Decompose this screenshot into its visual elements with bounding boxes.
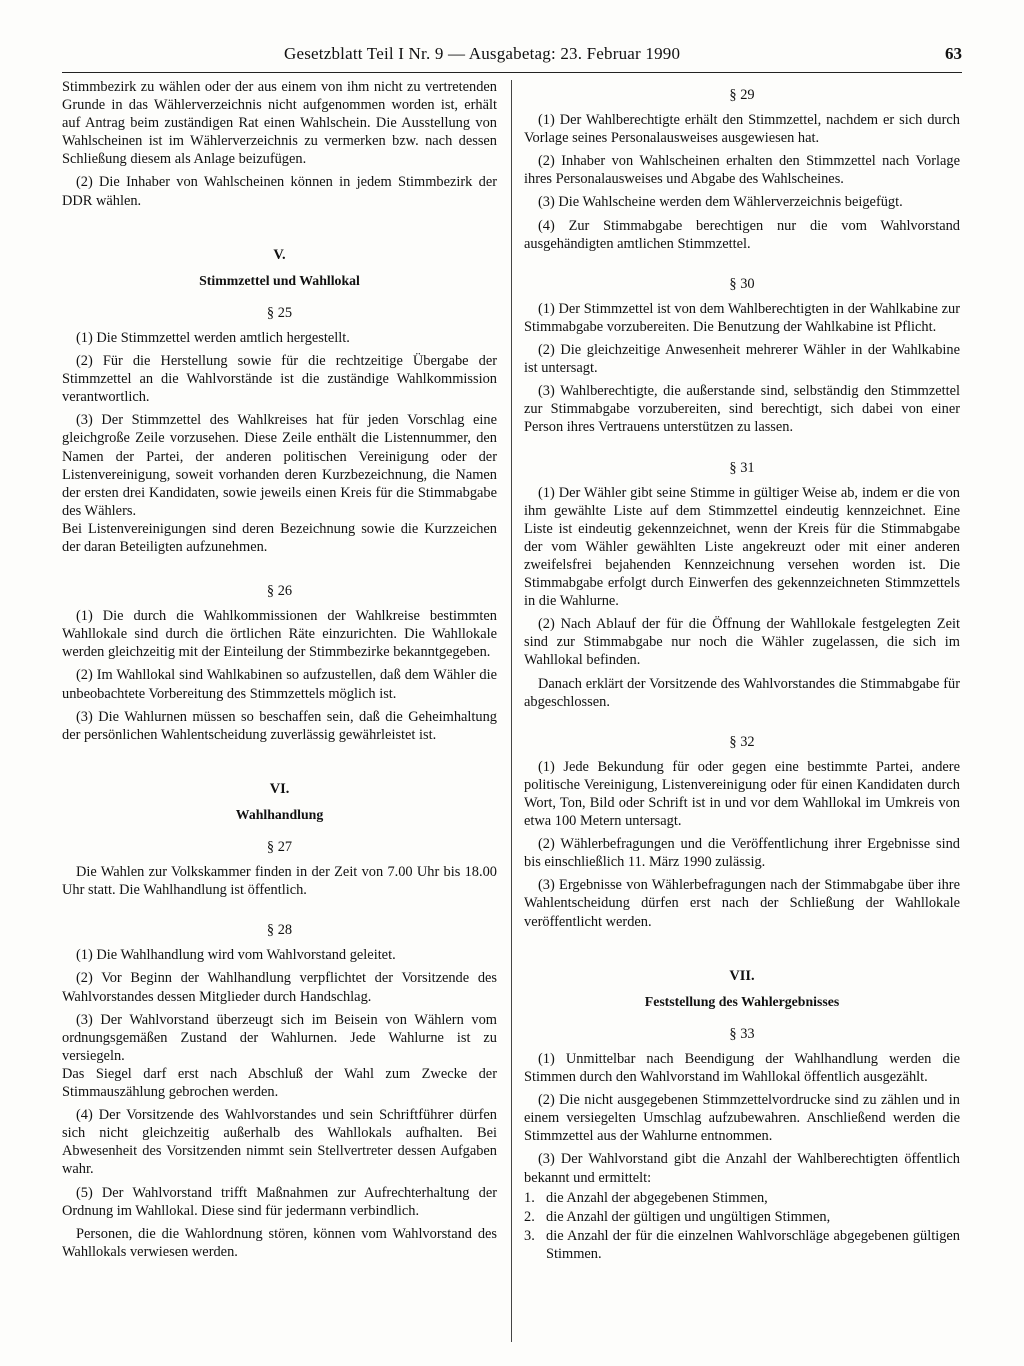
paragraph: (1) Der Wähler gibt seine Stimme in gültiger Weise ab, indem er die von ihm gewählte Liste auf dem Stimmzettel eindeutig kennzeichnet. Eine Liste ist eindeutig gekennzeichnet, wenn der Kreis für die Stimmabgabe der vom Wähler gewählten Liste angekreuzt oder mit einer anderen zweifelsfrei bejahenden Kennzeichnung versehen worden ist. Die Stimmabgabe erfolgt durch Einwerfen des gekennzeichneten Stimmzettels in die Wahlurne. [524, 484, 960, 610]
paragraph: Bei Listenvereinigungen sind deren Bezeichnung sowie die Kurzzeichen der daran Beteiligten aufzunehmen. [62, 520, 497, 555]
list-item-text: die Anzahl der für die einzelnen Wahlvorschläge abgegebenen gültigen Stimmen. [546, 1227, 960, 1262]
paragraph: (3) Der Stimmzettel des Wahlkreises hat für jeden Vorschlag eine gleichgroße Zeile vorzusehen. Diese Zeile enthält die Listennummer, den Namen der Partei, der anderen politischen Vereinigung oder der Listenvereinigung, soweit vorhanden deren Kurzbezeichnung, die Namen der ersten drei Kandidaten, sowie jeweils einen Kreis für die Stimmabgabe des Wählers. [62, 412, 497, 519]
gazette-title: Gesetzblatt Teil I Nr. 9 — Ausgabetag: 23. Februar 1990 [284, 44, 681, 63]
paragraph-continued: Stimmbezirk zu wählen oder der aus einem von ihm nicht zu vertretenden Grunde in das Wählerverzeichnis nicht aufgenommen worden ist, erhält auf Antrag beim zuständigen Rat einen Wahlschein. Die Ausstellung von Wahlscheinen ist im Wählerverzeichnis zu vermerken bzw. nach dessen Schließung diesem als Anlage beizufügen. [62, 79, 497, 168]
paragraph: (1) Jede Bekundung für oder gegen eine bestimmte Partei, andere politische Vereinigung, Listenvereinigung oder für einen Kandidaten durch Wort, Ton, Bild oder Schrift ist in und vor dem Wahllokal im Umkreis von etwa 100 Metern untersagt. [524, 758, 960, 830]
part-title: Wahlhandlung [235, 806, 324, 822]
page-number: 63 [945, 44, 962, 63]
section-heading: § 30 [729, 275, 755, 292]
section-heading: § 28 [266, 922, 293, 939]
section-heading: § 26 [266, 583, 293, 600]
section-heading: § 29 [729, 87, 755, 103]
paragraph: (3) Der Wahlvorstand gibt die Anzahl der Wahlberechtigten öffentlich bekannt und ermittelt: [524, 1151, 960, 1186]
paragraph: Danach erklärt der Vorsitzende des Wahlvorstandes die Stimmabgabe für abgeschlossen. [524, 675, 960, 710]
list-item [524, 1189, 960, 1207]
paragraph: Die Wahlen zur Volkskammer finden in der Zeit von 7.00 Uhr bis 18.00 Uhr statt. Die Wahlhandlung ist öffentlich. [62, 864, 497, 899]
paragraph: (5) Der Wahlvorstand trifft Maßnahmen zur Aufrechterhaltung der Ordnung im Wahllokal. Diese sind für jedermann verbindlich. [62, 1184, 497, 1219]
part-title: Feststellung des Wahlergebnisses [644, 993, 840, 1009]
paragraph: (2) Die gleichzeitige Anwesenheit mehrerer Wähler in der Wahlkabine ist untersagt. [524, 342, 960, 377]
section-heading: § 25 [266, 304, 293, 321]
right-column [524, 78, 960, 1264]
list-item-number: 3. [524, 1227, 535, 1244]
paragraph: (1) Die Wahlhandlung wird vom Wahlvorstand geleitet. [76, 947, 396, 964]
paragraph: (3) Der Wahlvorstand überzeugt sich im Beisein von Wählern vom ordnungsgemäßen Zustand der Wahlurnen. Jede Wahlurne ist zu versiegeln. [62, 1011, 497, 1064]
paragraph: (2) Inhaber von Wahlscheinen erhalten den Stimmzettel nach Vorlage ihres Personalausweises und Abgabe des Wahlscheines. [524, 153, 960, 188]
paragraph: (2) Für die Herstellung sowie für die rechtzeitige Übergabe der Stimmzettel an die Wahlvorstände ist die zuständige Wahlkommission verantwortlich. [62, 353, 497, 406]
paragraph: (2) Die Inhaber von Wahlscheinen können in jedem Stimmbezirk der DDR wählen. [62, 174, 497, 209]
paragraph: (3) Die Wahlurnen müssen so beschaffen sein, daß die Geheimhaltung der persönlichen Wahlentscheidung zuverlässig gewährleistet ist. [62, 708, 497, 743]
part-number: V. [273, 246, 286, 263]
section-heading: § 27 [266, 839, 293, 855]
paragraph: (3) Ergebnisse von Wählerbefragungen nach der Stimmabgabe über ihre Wahlentscheidung dürfen erst nach der Schließung der Wahllokale veröffentlicht werden. [524, 877, 960, 930]
page-header [62, 38, 962, 73]
section-heading: § 32 [729, 733, 755, 750]
part-title: Stimmzettel und Wahllokal [199, 272, 360, 288]
paragraph: (2) Im Wahllokal sind Wahlkabinen so aufzustellen, daß dem Wähler die unbeobachtete Vorbereitung des Stimmzettels möglich ist. [62, 667, 497, 702]
paragraph: (1) Der Stimmzettel ist von dem Wahlberechtigten in der Wahlkabine zur Stimmabgabe vorzubereiten. Die Benutzung der Wahlkabine ist Pflicht. [524, 300, 960, 335]
list-item-number: 2. [524, 1208, 535, 1225]
paragraph: (1) Der Wahlberechtigte erhält den Stimmzettel, nachdem er sich durch Vorlage seines Personalausweises ausgewiesen hat. [524, 112, 960, 147]
paragraph: (4) Zur Stimmabgabe berechtigen nur die vom Wahlvorstand ausgehändigten amtlichen Stimmzettel. [524, 217, 960, 252]
column-divider [511, 80, 512, 1342]
paragraph: (2) Nach Ablauf der für die Öffnung der Wahllokale festgelegten Zeit sind zur Stimmabgabe nur noch die Wähler zugelassen, die sich im Wahllokal befinden. [524, 616, 960, 669]
part-number: VI. [269, 780, 290, 797]
paragraph: (2) Wählerbefragungen und die Veröffentlichung ihrer Ergebnisse sind bis einschließlich 11. März 1990 zulässig. [524, 836, 960, 871]
part-number: VII. [729, 967, 755, 984]
section-heading: § 33 [729, 1025, 755, 1042]
left-column [62, 78, 497, 1266]
paragraph: (1) Die Stimmzettel werden amtlich hergestellt. [76, 329, 350, 346]
list-item [524, 1227, 960, 1263]
list-item-text: die Anzahl der abgegebenen Stimmen, [546, 1189, 768, 1206]
list-item [524, 1208, 960, 1226]
paragraph: (3) Die Wahlscheine werden dem Wählerverzeichnis beigefügt. [538, 194, 903, 211]
list-item-number: 1. [524, 1189, 535, 1206]
paragraph: (2) Vor Beginn der Wahlhandlung verpflichtet der Vorsitzende des Wahlvorstandes dessen Mitglieder durch Handschlag. [62, 970, 497, 1005]
paragraph: (3) Wahlberechtigte, die außerstande sind, selbständig den Stimmzettel zur Stimmabgabe vorzubereiten, sind berechtigt, sich dabei von einer Person ihres Vertrauens unterstützen zu lassen. [524, 383, 960, 436]
paragraph: Personen, die die Wahlordnung stören, können vom Wahlvorstand des Wahllokals verwiesen werden. [62, 1225, 497, 1260]
paragraph: (1) Unmittelbar nach Beendigung der Wahlhandlung werden die Stimmen durch den Wahlvorstand im Wahllokal öffentlich ausgezählt. [524, 1050, 960, 1086]
section-heading: § 31 [729, 459, 755, 476]
paragraph: (4) Der Vorsitzende des Wahlvorstandes und sein Schriftführer dürfen sich nicht gleichzeitig außerhalb des Wahllokals aufhalten. Bei Abwesenheit des Vorsitzenden nimmt sein Stellvertreter dessen Aufgaben wahr. [62, 1107, 497, 1178]
paragraph: Das Siegel darf erst nach Abschluß der Wahl zum Zwecke der Stimmauszählung gebrochen werden. [62, 1065, 497, 1101]
paragraph: (2) Die nicht ausgegebenen Stimmzettelvordrucke sind zu zählen und in einem versiegelten Umschlag aufzubewahren. Anschließend werden die Stimmzettel aus der Wahlurne entnommen. [524, 1092, 960, 1145]
list-item-text: die Anzahl der gültigen und ungültigen Stimmen, [546, 1208, 831, 1225]
paragraph: (1) Die durch die Wahlkommissionen der Wahlkreise bestimmten Wahllokale sind durch die örtlichen Räte einzurichten. Die Wahllokale werden gleichzeitig mit der Einteilung der Stimmbezirke bekanntgegeben. [62, 608, 497, 661]
